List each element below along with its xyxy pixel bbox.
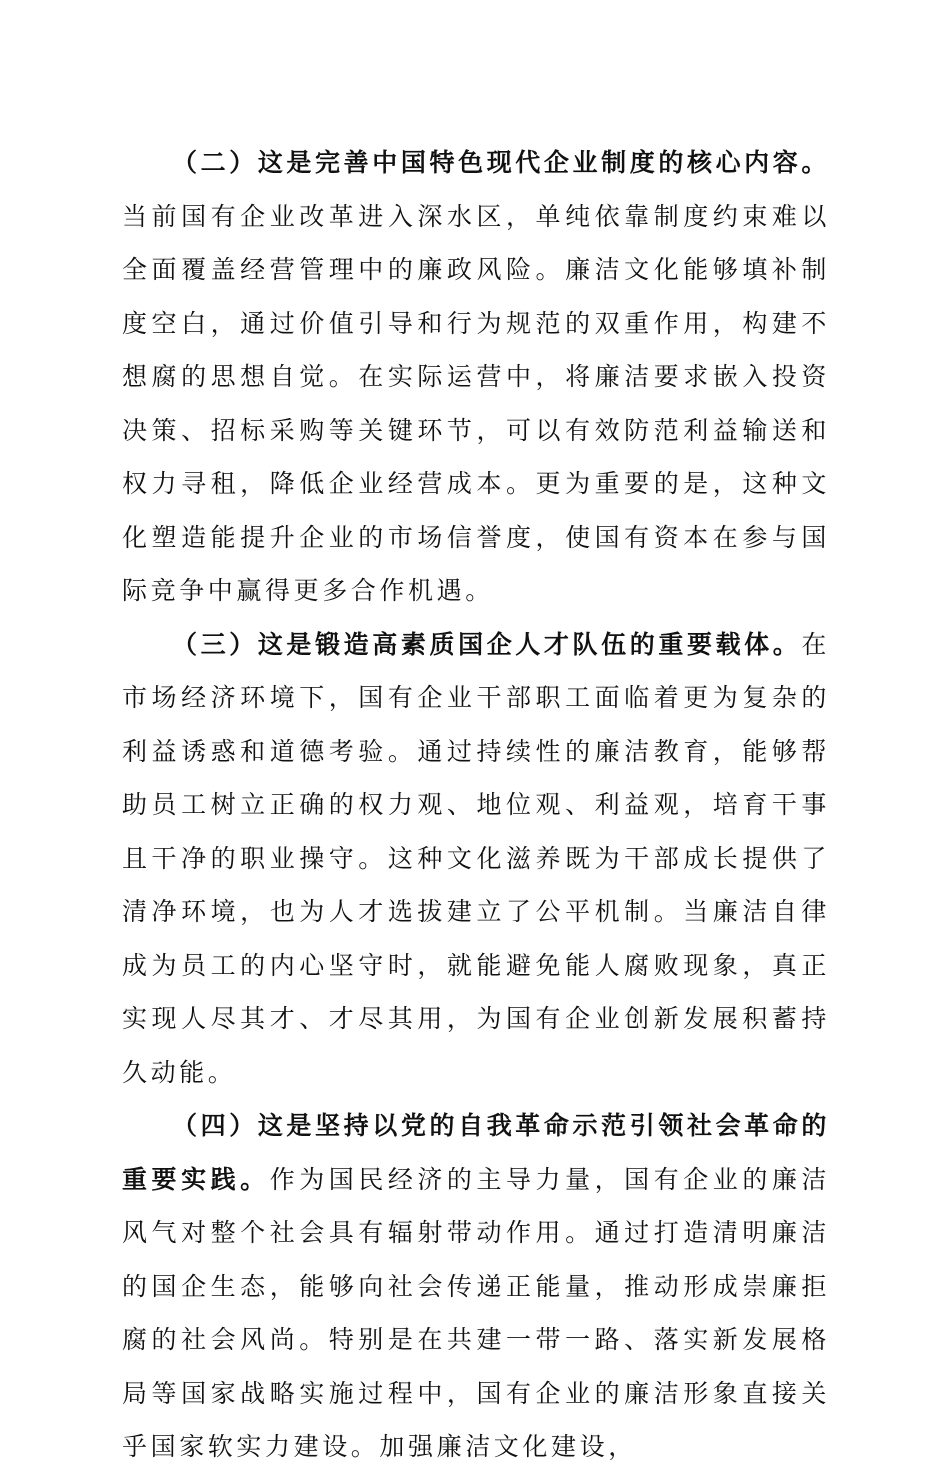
paragraph-3 xyxy=(122,618,830,1100)
paragraph-2-text: 当前国有企业改革进入深水区，单纯依靠制度约束难以全面覆盖经营管理中的廉政风险。廉洁文化能够填补制度空白，通过价值引导和行为规范的双重作用，构建不想腐的思想自觉。在实际运营中，将廉洁要求嵌入投资决策、招标采购等关键环节，可以有效防范利益输送和权力寻租，降低企业经营成本。更为重要的是，这种文化塑造能提升企业的市场信誉度，使国有资本在参与国际竞争中赢得更多合作机遇。 xyxy=(122,201,830,605)
paragraph-4-text: 作为国民经济的主导力量，国有企业的廉洁风气对整个社会具有辐射带动作用。通过打造清明廉洁的国企生态，能够向社会传递正能量，推动形成崇廉拒腐的社会风尚。特别是在共建一带一路、落实新发展格局等国家战略实施过程中，国有企业的廉洁形象直接关乎国家软实力建设。加强廉洁文化建设， xyxy=(122,1164,830,1461)
paragraph-4 xyxy=(122,1099,830,1474)
paragraph-3-heading: （三）这是锻造高素质国企人才队伍的重要载体。 xyxy=(172,629,802,659)
paragraph-2 xyxy=(122,136,830,618)
document-body xyxy=(122,136,830,1474)
paragraph-3-text: 在市场经济环境下，国有企业干部职工面临着更为复杂的利益诱惑和道德考验。通过持续性的廉洁教育，能够帮助员工树立正确的权力观、地位观、利益观，培育干事且干净的职业操守。这种文化滋养既为干部成长提供了清净环境，也为人才选拔建立了公平机制。当廉洁自律成为员工的内心坚守时，就能避免能人腐败现象，真正实现人尽其才、才尽其用，为国有企业创新发展积蓄持久动能。 xyxy=(122,629,830,1087)
paragraph-2-heading: （二）这是完善中国特色现代企业制度的核心内容。 xyxy=(172,148,830,177)
paragraph-4-heading: （四）这是坚持以党的自我革命示范引领社会革命的重要实践。 xyxy=(122,1111,830,1194)
